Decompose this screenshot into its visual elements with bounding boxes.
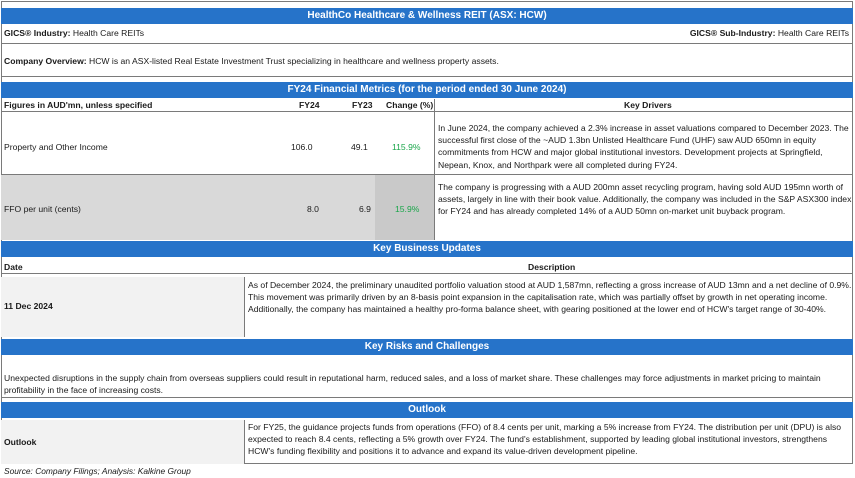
metric-driver: In June 2024, the company achieved a 2.3% increase in asset valuations compared to December 2023. The successful first close of the ~AUD 1.3bn Unlisted Healthcare Fund (UHF) saw AUD 650mn in equity commitments from HCW and major global institutional investors. Development projects at Springfield, Nepean, Knox, and Northpark were all completed during FY24.: [438, 123, 849, 170]
column-divider: [244, 420, 245, 464]
risks-text: Unexpected disruptions in the supply chain from overseas suppliers could result in reputational harm, reduced sales, and a loss of market share. These challenges may force adjustments in market pricing to maintain profitability in the face of increasing costs.: [4, 373, 821, 396]
metrics-header-row: [1, 99, 853, 112]
risks-section-title: Key Risks and Challenges: [1, 339, 853, 355]
outlook-label-cell: [1, 420, 244, 464]
updates-header-date: Date: [4, 262, 23, 272]
metric-label: FFO per unit (cents): [4, 204, 81, 214]
metrics-header-fy23: FY23: [352, 100, 373, 110]
metric-fy24: 8.0: [307, 204, 319, 214]
update-row: [1, 277, 853, 337]
divider: [1, 43, 853, 44]
outlook-text: For FY25, the guidance projects funds from operations (FFO) of 8.4 cents per unit, marking a 5% increase from FY24. The distribution per unit (DPU) is also expected to reach 8.4 cents, reflecting a 5% growth over FY24. The fund's establishment, supported by leading global institutional investors, strengthens HCW's funding flexibility and positions it to advance and expand its value-driven development pipeline.: [248, 422, 842, 457]
metrics-header-fy24: FY24: [299, 100, 320, 110]
update-date: 11 Dec 2024: [4, 301, 53, 311]
metric-fy23: 6.9: [359, 204, 371, 214]
gics-sub-industry-value: Health Care REITs: [777, 28, 849, 38]
company-overview-label: Company Overview:: [4, 56, 87, 66]
updates-header-description: Description: [528, 262, 576, 272]
source-note: Source: Company Filings; Analysis: Kalkine Group: [4, 466, 191, 476]
gics-row: [1, 25, 853, 43]
updates-section-title: Key Business Updates: [1, 241, 853, 257]
report-title: HealthCo Healthcare & Wellness REIT (ASX: HCW): [1, 8, 853, 24]
gics-industry-value: Health Care REITs: [72, 28, 145, 38]
divider: [1, 76, 853, 77]
metric-driver: The company is progressing with a AUD 200mn asset recycling program, having sold AUD 195mn worth of assets, largely in line with their book value. Additionally, the company was included in the S&P ASX300 index for FY24 and has already completed 14% of a AUD 50mn on-market unit buyback program.: [438, 182, 852, 217]
column-divider: [244, 277, 245, 337]
column-divider: [434, 99, 435, 240]
outlook-section-title: Outlook: [1, 402, 853, 418]
metric-fy23: 49.1: [351, 142, 368, 152]
metric-change: 15.9%: [395, 204, 420, 214]
metrics-row: [1, 175, 853, 240]
divider: [1, 397, 853, 398]
gics-industry-label: GICS® Industry:: [4, 28, 71, 38]
outlook-row: [1, 420, 853, 464]
company-overview-text: HCW is an ASX-listed Real Estate Investment Trust specializing in healthcare and wellness property assets.: [89, 56, 499, 66]
gics-sub-industry: [690, 28, 849, 38]
metrics-section-title: FY24 Financial Metrics (for the period ended 30 June 2024): [1, 82, 853, 98]
metrics-header-drivers: Key Drivers: [624, 100, 672, 110]
gics-industry: [4, 28, 144, 38]
metrics-header-figures: Figures in AUD'mn, unless specified: [4, 100, 153, 110]
company-overview: [1, 54, 853, 70]
metric-fy24: 106.0: [291, 142, 313, 152]
gics-sub-industry-label: GICS® Sub-Industry:: [689, 28, 776, 38]
metric-label: Property and Other Income: [4, 142, 108, 152]
updates-header-row: [1, 261, 853, 274]
update-description: As of December 2024, the preliminary unaudited portfolio valuation stood at AUD 1,587mn, reflecting a gross increase of AUD 13mn and a net decline of 0.9%. This movement was primarily driven by an 8-basis point expansion in the capitalisation rate, which was partially offset by growth in net operating income. Additionally, the company has maintained a healthy pro-forma balance sheet, with gearing positioned at the lower end of HCW's target range of 30-40%.: [248, 280, 852, 315]
metrics-header-change: Change (%): [386, 100, 434, 110]
metric-change: 115.9%: [392, 142, 421, 152]
outlook-label: Outlook: [4, 437, 37, 447]
metrics-row: [1, 120, 853, 174]
